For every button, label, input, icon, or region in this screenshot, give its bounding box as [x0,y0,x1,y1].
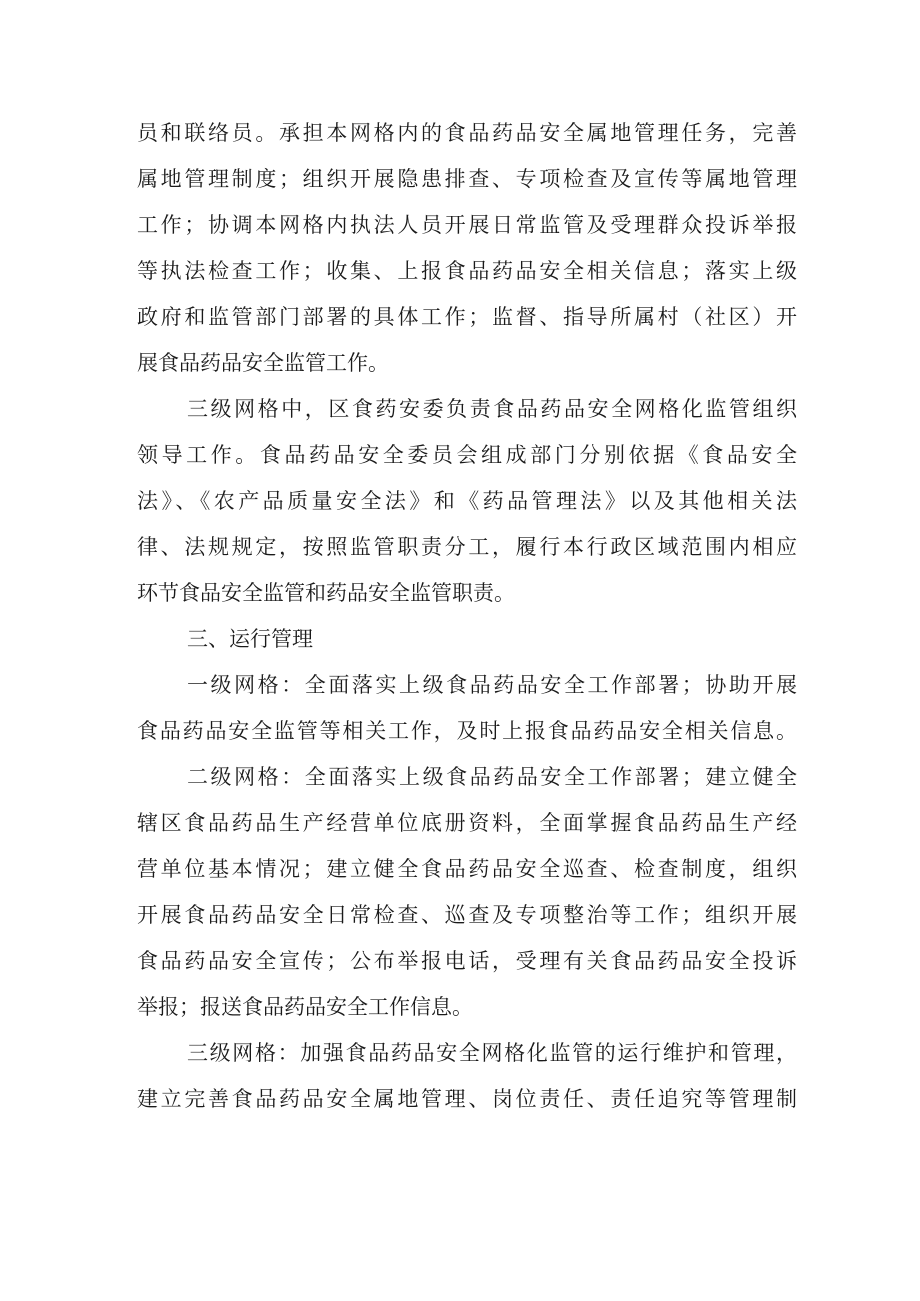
text-line: 政府和监管部门部署的具体工作；监督、指导所属村（社区）开 [137,305,797,329]
text-line: 环节食品安全监管和药品安全监管职责。 [137,581,515,605]
text-line: 等执法检查工作；收集、上报食品药品安全相关信息；落实上级 [137,259,797,283]
text-line: 法》、《农产品质量安全法》和《药品管理法》以及其他相关法 [137,489,797,513]
section-heading: 三、运行管理 [187,627,313,651]
text-line: 营单位基本情况；建立健全食品药品安全巡查、检查制度，组织 [137,857,797,881]
text-line: 食品药品安全监管等相关工作，及时上报食品药品安全相关信息。 [137,719,797,743]
text-line: 展食品药品安全监管工作。 [137,351,389,375]
text-line: 三级网格中，区食药安委负责食品药品安全网格化监管组织 [187,397,797,421]
text-line: 员和联络员。承担本网格内的食品药品安全属地管理任务，完善 [137,121,797,145]
text-line: 属地管理制度；组织开展隐患排查、专项检查及宣传等属地管理 [137,167,797,191]
text-line: 辖区食品药品生产经营单位底册资料，全面掌握食品药品生产经 [137,811,797,835]
text-line: 开展食品药品安全日常检查、巡查及专项整治等工作；组织开展 [137,903,797,927]
text-line: 一级网格：全面落实上级食品药品安全工作部署；协助开展 [187,673,797,697]
text-line: 领导工作。食品药品安全委员会组成部门分别依据《食品安全 [137,443,797,467]
text-line: 举报；报送食品药品安全工作信息。 [137,995,473,1019]
text-line: 律、法规规定，按照监管职责分工，履行本行政区域范围内相应 [137,535,797,559]
text-line: 二级网格：全面落实上级食品药品安全工作部署；建立健全 [187,765,797,789]
text-line: 食品药品安全宣传；公布举报电话，受理有关食品药品安全投诉 [137,949,797,973]
text-line: 建立完善食品药品安全属地管理、岗位责任、责任追究等管理制 [137,1087,797,1111]
text-line: 工作；协调本网格内执法人员开展日常监管及受理群众投诉举报 [137,213,797,237]
text-line: 三级网格：加强食品药品安全网格化监管的运行维护和管理， [187,1041,797,1065]
